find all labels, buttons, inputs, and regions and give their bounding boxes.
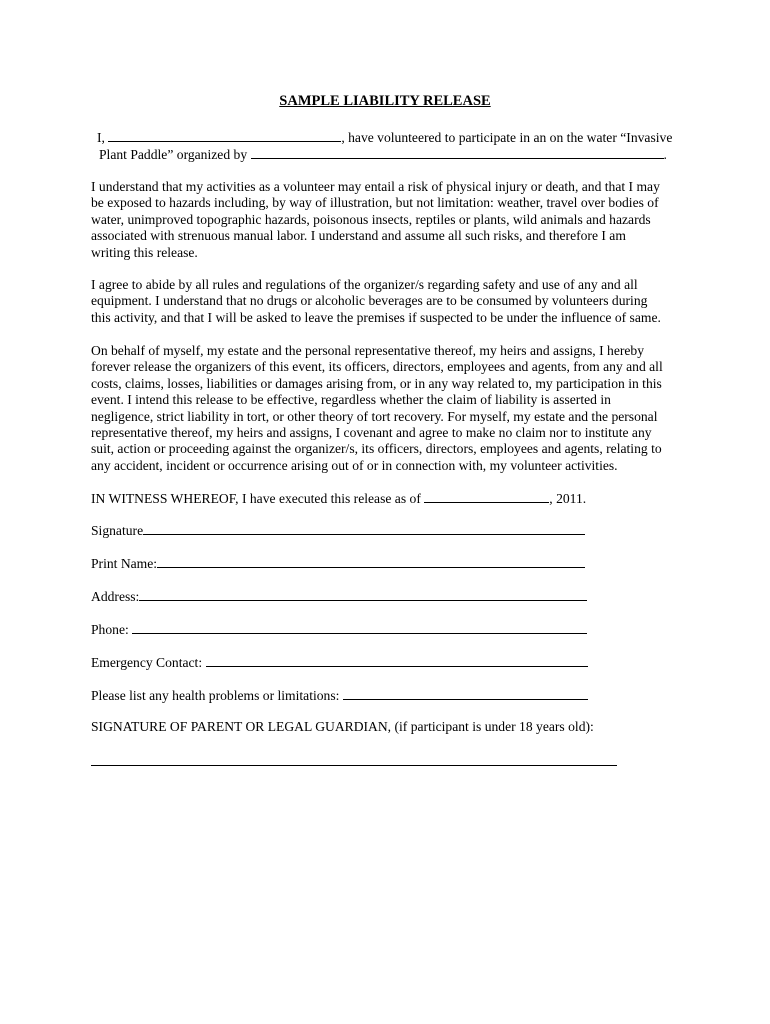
release-line: any accident, incident or occurrence arising out of or in connection with, my volunteer activities. [91, 457, 618, 473]
rules-line: this activity, and that I will be asked to leave the premises if suspected to be under the influence of same. [91, 309, 661, 325]
address-label: Address: [91, 589, 140, 604]
participant-name-blank[interactable] [108, 129, 341, 142]
guardian-signature-blank[interactable] [91, 765, 617, 766]
risk-paragraph [91, 179, 677, 261]
release-line: On behalf of myself, my estate and the personal representative thereof, my heirs and assigns, I hereby [91, 343, 645, 358]
print-name-field [91, 555, 585, 572]
risk-line: writing this release. [91, 244, 198, 260]
signature-label: Signature [91, 523, 144, 538]
release-line: representative thereof, my heirs and assigns, I covenant and agree to make no claim nor to institute any [91, 425, 652, 441]
risk-line: be exposed to hazards including, by way of illustration, but not limitation: weather, travel over bodies of [91, 195, 659, 211]
release-paragraph [91, 343, 677, 474]
rules-line: I agree to abide by all rules and regulations of the organizer/s regarding safety and use of any and all [91, 277, 638, 292]
risk-line: water, unimproved topographic hazards, poisonous insects, reptiles or plants, wild animals and hazards [91, 211, 651, 227]
emergency-contact-field [91, 654, 588, 671]
rules-line: equipment. I understand that no drugs or alcoholic beverages are to be consumed by volunteers during [91, 293, 648, 309]
print-name-blank[interactable] [157, 555, 585, 568]
release-line: forever release the organizers of this event, its officers, directors, employees and agents, from any and all [91, 359, 663, 375]
release-line: suit, action or proceeding against the organizer/s, its officers, directors, employees and agents, relating to [91, 441, 662, 457]
health-blank[interactable] [343, 687, 588, 700]
risk-line: I understand that my activities as a volunteer may entail a risk of physical injury or death, and that I may [91, 179, 660, 194]
intro-line-1: I, , have volunteered to participate in an on the water “Invasive [97, 130, 673, 145]
address-blank[interactable] [139, 588, 587, 601]
page-title: SAMPLE LIABILITY RELEASE [279, 93, 491, 109]
phone-field [91, 621, 587, 638]
print-name-label: Print Name: [91, 556, 158, 571]
rules-paragraph [91, 277, 677, 326]
intro-paragraph [97, 129, 677, 164]
release-line: event. I intend this release to be effective, regardless whether the claim of liability is asserted in [91, 392, 611, 408]
emergency-contact-label: Emergency Contact: [91, 655, 206, 670]
intro-line-2: Plant Paddle” organized by . [99, 147, 667, 163]
risk-line: associated with strenuous manual labor. I understand and assume all such risks, and therefore I am [91, 228, 626, 244]
health-label: Please list any health problems or limitations: [91, 688, 343, 703]
organizer-blank[interactable] [251, 146, 664, 159]
address-field [91, 588, 587, 605]
health-field [91, 687, 588, 704]
signature-blank[interactable] [143, 522, 585, 535]
phone-label: Phone: [91, 622, 133, 637]
witness-line: IN WITNESS WHEREOF, I have executed this release as of , 2011. [91, 491, 587, 506]
release-line: negligence, strict liability in tort, or other theory of tort recovery. For myself, my estate and the personal [91, 408, 658, 424]
emergency-contact-blank[interactable] [206, 654, 588, 667]
release-line: costs, claims, losses, liabilities or damages arising from, or in any way related to, my participation in this [91, 375, 662, 391]
phone-blank[interactable] [132, 621, 587, 634]
signature-field [91, 522, 585, 539]
guardian-signature-label: SIGNATURE OF PARENT OR LEGAL GUARDIAN, (if participant is under 18 years old): [91, 719, 594, 734]
date-blank[interactable] [424, 490, 549, 503]
